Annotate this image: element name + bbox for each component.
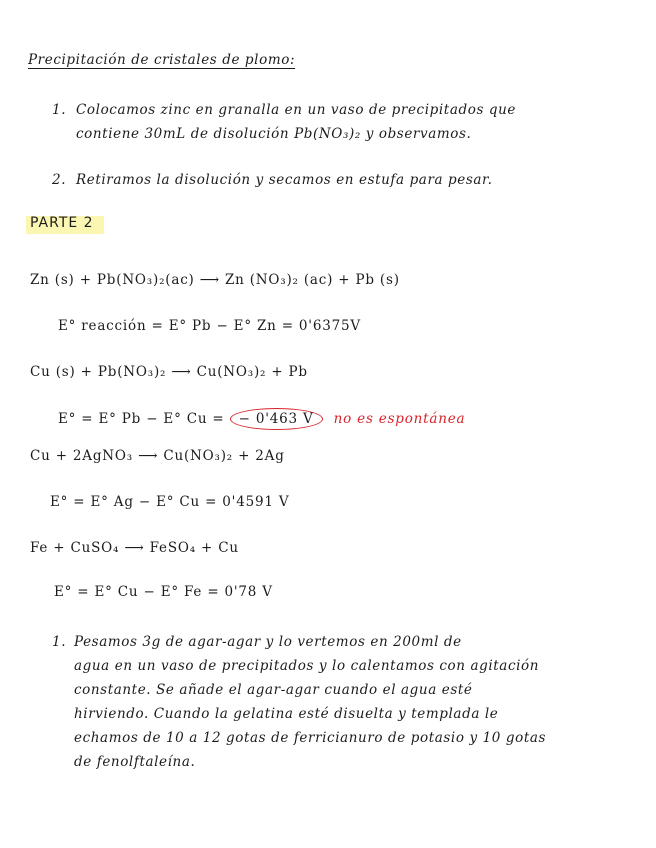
reaction-2-circled-value: − 0'463 V <box>230 408 323 430</box>
reaction-1-potential: E° reacción = E° Pb − E° Zn = 0'6375V <box>58 318 361 334</box>
step-2-line-1: Retiramos la disolución y secamos en estufa para pesar. <box>76 172 493 188</box>
step-1-line-2: contiene 30mL de disolución Pb(NO₃)₂ y observamos. <box>76 126 472 142</box>
final-step-line-6: de fenolftaleína. <box>74 754 196 770</box>
final-step-line-2: agua en un vaso de precipitados y lo calentamos con agitación <box>74 658 540 674</box>
final-step-line-4: hirviendo. Cuando la gelatina esté disuelta y templada le <box>74 706 499 722</box>
reaction-3-equation: Cu + 2AgNO₃ ⟶ Cu(NO₃)₂ + 2Ag <box>30 448 285 464</box>
final-step-line-3: constante. Se añade el agar-agar cuando el agua esté <box>74 682 473 698</box>
reaction-4-equation: Fe + CuSO₄ ⟶ FeSO₄ + Cu <box>30 540 239 556</box>
step-1-number: 1. <box>52 102 67 118</box>
reaction-4-potential: E° = E° Cu − E° Fe = 0'78 V <box>54 584 273 600</box>
reaction-3-potential: E° = E° Ag − E° Cu = 0'4591 V <box>50 494 290 510</box>
section-heading-part-2: PARTE 2 <box>30 215 94 231</box>
step-2-number: 2. <box>52 172 67 188</box>
reaction-2-equation: Cu (s) + Pb(NO₃)₂ ⟶ Cu(NO₃)₂ + Pb <box>30 364 308 380</box>
reaction-2-potential <box>58 408 465 430</box>
final-step-number: 1. <box>52 634 67 650</box>
reaction-2-note: no es espontánea <box>333 411 466 427</box>
reaction-2-potential-prefix: E° = E° Pb − E° Cu = <box>58 411 225 427</box>
step-1-line-1: Colocamos zinc en granalla en un vaso de precipitados que <box>76 102 516 118</box>
final-step-line-5: echamos de 10 a 12 gotas de ferricianuro de potasio y 10 gotas <box>74 730 547 746</box>
final-step-line-1: Pesamos 3g de agar-agar y lo vertemos en 200ml de <box>74 634 462 650</box>
reaction-1-equation: Zn (s) + Pb(NO₃)₂(ac) ⟶ Zn (NO₃)₂ (ac) + Pb (s) <box>30 272 400 288</box>
page-title: Precipitación de cristales de plomo: <box>28 52 296 68</box>
